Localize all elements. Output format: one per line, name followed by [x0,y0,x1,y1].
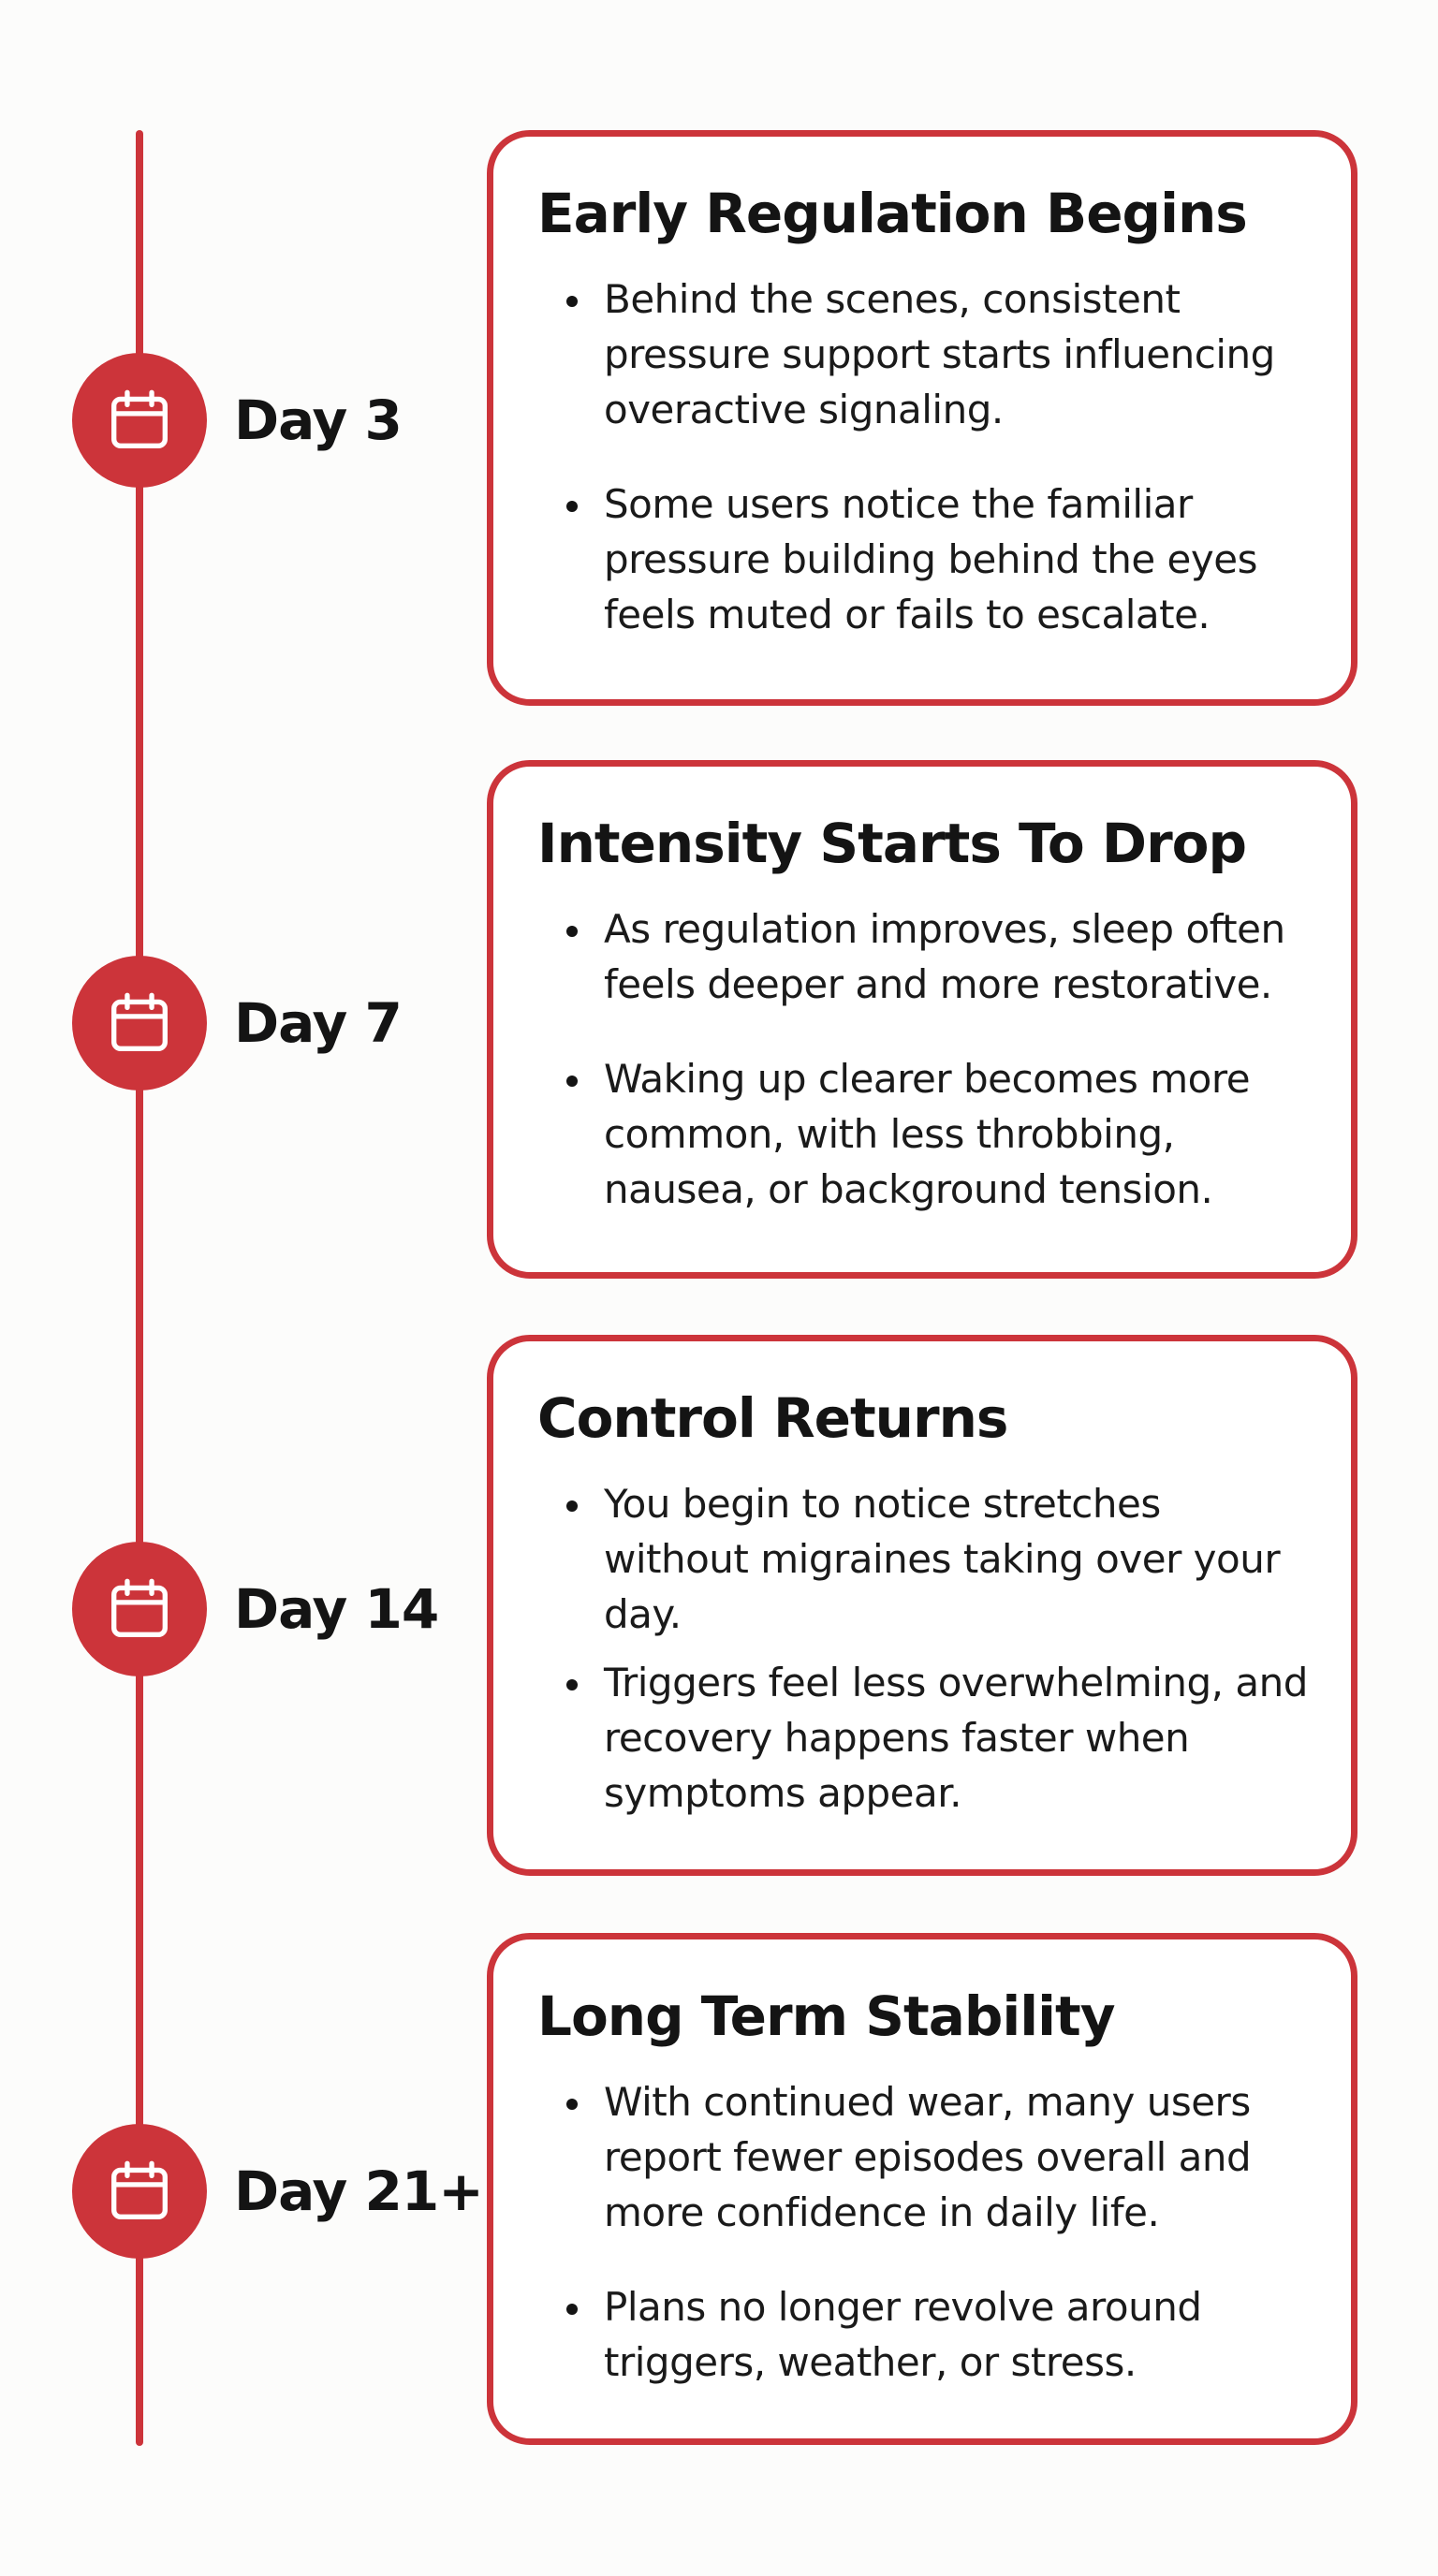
day-label-day-14: Day 14 [234,1577,439,1641]
bullet-item: Behind the scenes, consistent pressure support starts influencing overactive signaling. [537,271,1313,437]
card-title: Control Returns [537,1386,1008,1450]
day-label-day-21: Day 21+ [234,2159,483,2223]
calendar-icon [104,385,175,456]
timeline-marker-day-21 [72,2124,207,2259]
bullet-list [537,2074,1313,2390]
calendar-icon [104,2156,175,2227]
calendar-icon [104,1573,175,1645]
milestone-card-day-21 [487,1933,1357,2445]
milestone-card-day-3 [487,130,1357,706]
milestone-card-day-7 [487,760,1357,1279]
timeline-marker-day-14 [72,1542,207,1676]
timeline-marker-day-7 [72,956,207,1090]
day-label-day-3: Day 3 [234,388,402,452]
bullet-item: Some users notice the familiar pressure building behind the eyes feels muted or fails to escalate. [537,476,1313,642]
card-title: Early Regulation Begins [537,182,1247,245]
card-title: Intensity Starts To Drop [537,812,1247,875]
bullet-item: Triggers feel less overwhelming, and recovery happens faster when symptoms appear. [537,1655,1313,1821]
timeline-marker-day-3 [72,353,207,488]
bullet-list [537,271,1313,642]
bullet-item: As regulation improves, sleep often feels deeper and more restorative. [537,901,1313,1012]
bullet-item: Waking up clearer becomes more common, with less throbbing, nausea, or background tension. [537,1051,1313,1217]
bullet-item: With continued wear, many users report fewer episodes overall and more confidence in daily life. [537,2074,1313,2240]
card-title: Long Term Stability [537,1984,1115,2048]
bullet-list [537,901,1313,1217]
bullet-list [537,1476,1313,1821]
bullet-item: Plans no longer revolve around triggers, weather, or stress. [537,2279,1313,2390]
calendar-icon [104,988,175,1059]
milestone-card-day-14 [487,1335,1357,1876]
bullet-item: You begin to notice stretches without migraines taking over your day. [537,1476,1313,1642]
day-label-day-7: Day 7 [234,991,402,1055]
